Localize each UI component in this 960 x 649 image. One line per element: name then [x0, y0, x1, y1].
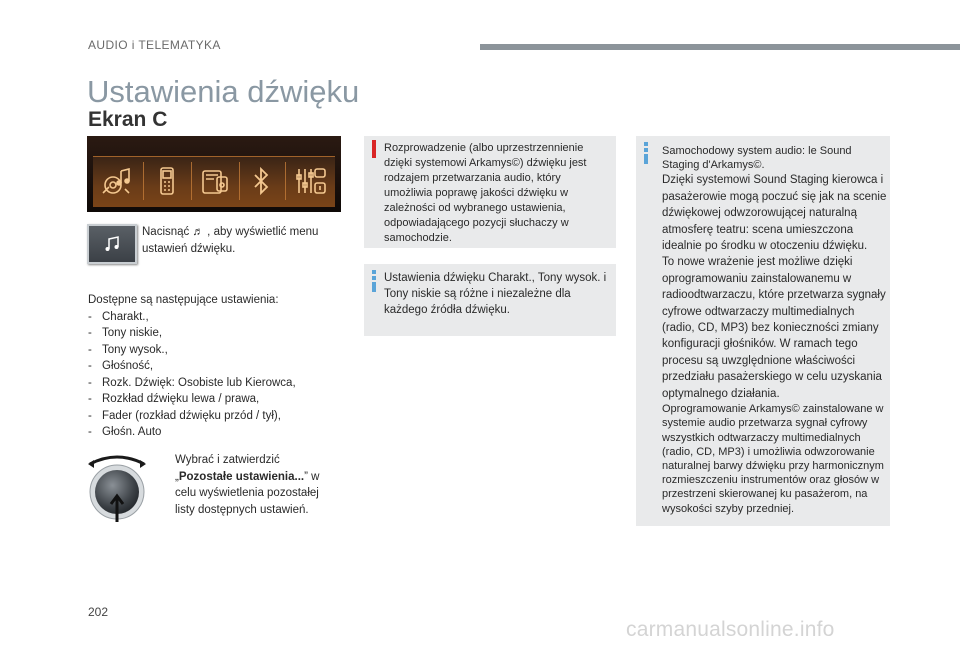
list-item: - Rozkład dźwięku lewa / prawa,: [88, 391, 348, 408]
screen-separator: [191, 162, 192, 200]
page-title: Ustawienia dźwięku: [87, 74, 360, 109]
watermark: carmanualsonline.info: [626, 618, 835, 641]
audio-screen: [87, 136, 341, 212]
available-settings: [88, 292, 348, 441]
list-item: - Tony niskie,: [88, 325, 348, 342]
info-note-arkamys: [636, 136, 890, 526]
media-icon: [193, 160, 237, 202]
phone-icon: [145, 160, 189, 202]
music-settings-icon: [95, 160, 139, 202]
press-instruction: Nacisnąć ♬ , aby wyświetlić menu ustawień dźwięku.: [142, 226, 319, 255]
info-text: Ustawienia dźwięku Charakt., Tony wysok. i Tony niskie są różne i niezależne dla każdego źródła dźwięku.: [384, 272, 607, 316]
screen-separator: [143, 162, 144, 200]
info-marker-icon: [372, 270, 376, 292]
confirm-instruction: [175, 452, 340, 518]
confirm-text-after: ” w celu wyświetlenia pozostałej listy dostępnych ustawień.: [175, 470, 320, 516]
arkamys-text: [662, 144, 887, 516]
arkamys-p1: Samochodowy system audio: le Sound Staging d'Arkamys©.: [662, 145, 852, 172]
list-item: - Głośność,: [88, 358, 348, 375]
available-intro: Dostępne są następujące ustawienia:: [88, 294, 279, 306]
music-note-icon: [103, 235, 121, 253]
warning-note: [364, 136, 616, 248]
list-item: - Rozk. Dźwięk: Osobiste lub Kierowca,: [88, 375, 348, 392]
confirm-text-before: Wybrać i zatwierdzić „: [175, 454, 280, 483]
rotary-knob-icon[interactable]: [84, 452, 150, 524]
arkamys-p3: To nowe wrażenie jest możliwe dzięki oprogramowaniu zainstalowanemu w radioodtwarzaczu, które przetwarza sygnały cyfrowe odtwarzaczy multimedialnych (radio, CD, MP3) bez konieczności zmiany konfiguracji głośników. W ramach tego procesu są uwzględnione właściwości przedziału pasażerskiego w celu uzyskania optymalnego działania.: [662, 256, 886, 400]
list-item: - Głośn. Auto: [88, 424, 348, 441]
info-note-settings: [364, 264, 616, 336]
music-menu-button[interactable]: [87, 224, 137, 264]
section-label: AUDIO i TELEMATYKA: [88, 38, 221, 52]
arkamys-p4: Oprogramowanie Arkamys© zainstalowane w systemie audio przetwarza sygnał cyfrowy wszystkich odtwarzaczy multimedialnych (radio, CD, MP3) i umożliwia odwzorowanie naturalnej barwy dźwięku przy harmonicznym rozmieszczeniu instrumentów oraz głosów w przestrzeni skierowanej ku pasażerom, na wysokości szyby przedniej.: [662, 403, 884, 515]
page-subtitle: Ekran C: [88, 108, 168, 131]
other-settings-label: Pozostałe ustawienia...: [178, 470, 305, 483]
warning-text: Rozprowadzenie (albo uprzestrzennienie dzięki systemowi Arkamys©) dźwięku jest rodzajem przetwarzania audio, który umożliwia poprawę jakości dźwięku w zależności od wybranego ustawienia, odpowiadającego pozycji słuchaczy w samochodzie.: [384, 142, 587, 244]
settings-list: [88, 309, 348, 441]
list-item: - Fader (rozkład dźwięku przód / tył),: [88, 408, 348, 425]
arkamys-p2: Dzięki systemowi Sound Staging kierowca i pasażerowie mogą poczuć się jak na scenie dźwiękowej odwzorowującej naturalną atmosferę teatru: scena umieszczona idealnie po środku w otoczeniu dźwięku.: [662, 174, 887, 253]
bluetooth-icon: [239, 160, 283, 202]
screen-separator: [285, 162, 286, 200]
list-item: - Charakt.,: [88, 309, 348, 326]
list-item: - Tony wysok.,: [88, 342, 348, 359]
info-marker-icon: [644, 142, 648, 164]
equalizer-icon: [289, 160, 333, 202]
section-bar: [480, 44, 960, 50]
warning-marker-icon: [372, 140, 376, 158]
page-number: 202: [88, 605, 109, 619]
